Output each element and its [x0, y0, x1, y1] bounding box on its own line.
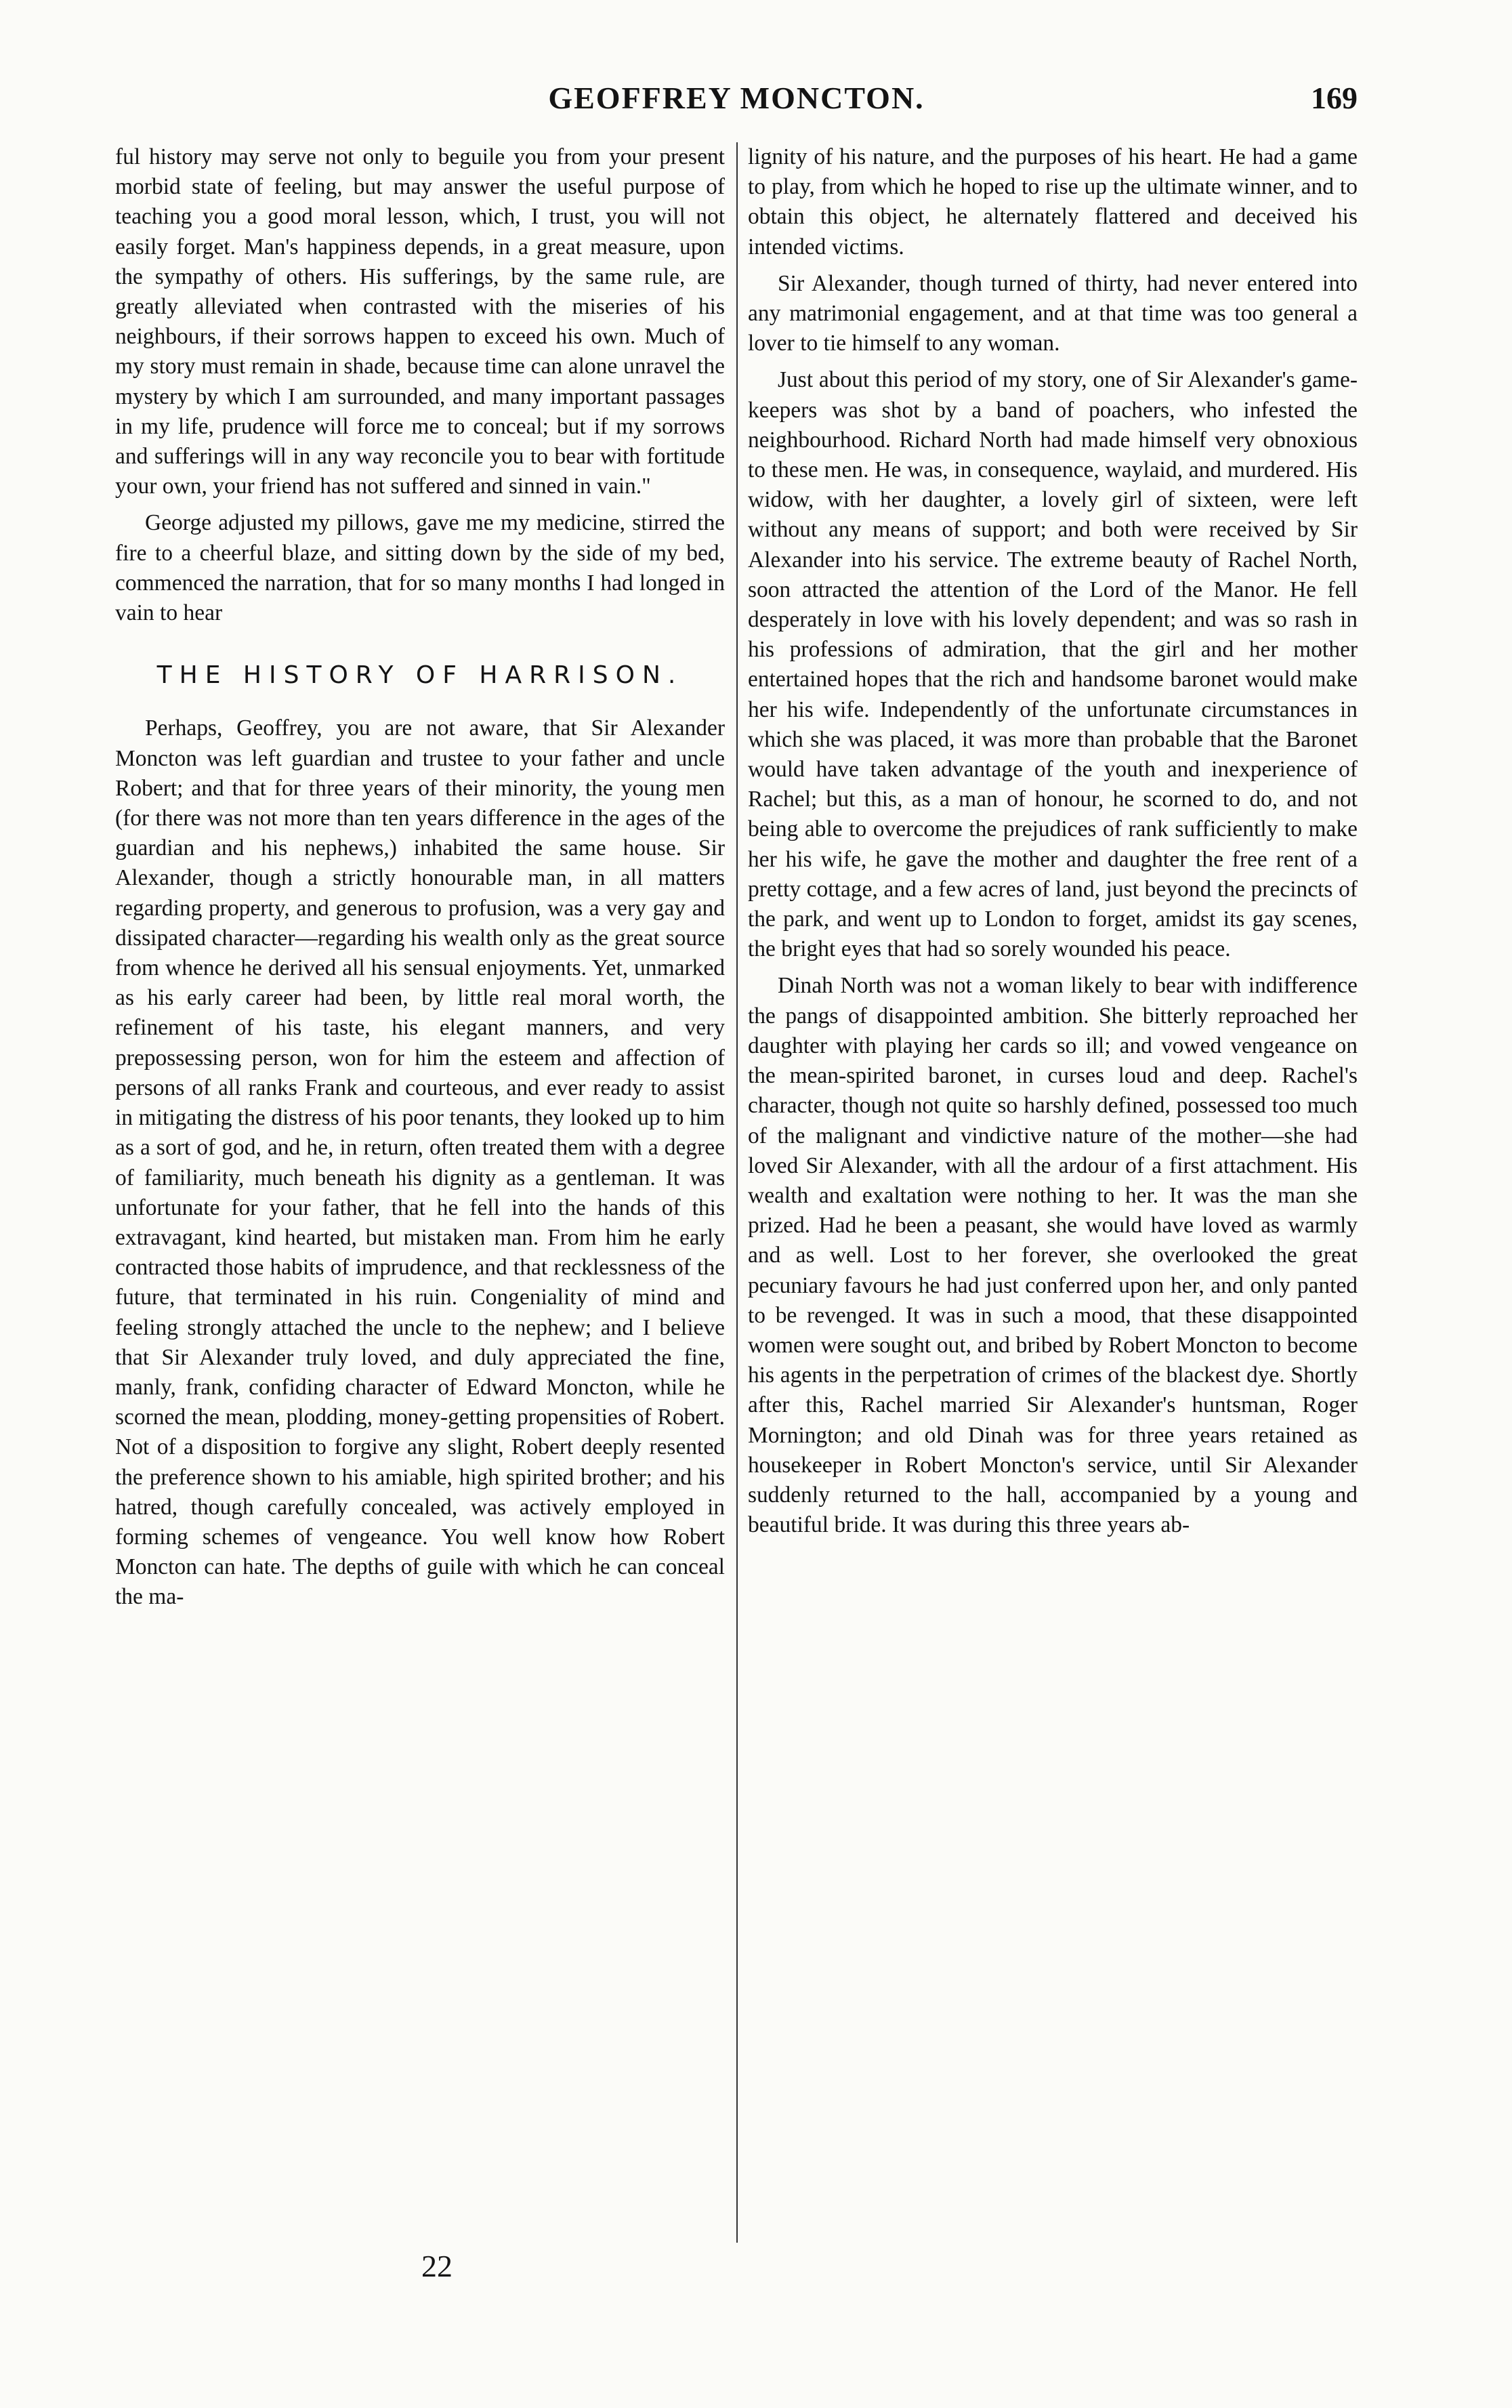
right-column [748, 142, 1358, 2243]
right-paragraph-2: Sir Alexander, though turned of thirty, had never entered into any matrimonial engagement, and at that time was too general a lover to tie himself to any woman. [748, 270, 1358, 356]
running-title: GEOFFREY MONCTON. [548, 81, 925, 115]
page-number: 169 [1311, 81, 1358, 115]
signature-mark: 22 [421, 2249, 453, 2283]
right-paragraph-1: lignity of his nature, and the purposes of his heart. He had a game to play, from which he hoped to rise up the ultimate winner, and to obtain this object, he alternately flattered and deceived his intended victims. [748, 144, 1358, 260]
left-paragraph-1: ful history may serve not only to beguile you from your present morbid state of feeling, but may answer the useful purpose of teaching you a good moral lesson, which, I trust, you will not easily forget. Man's happiness depends, in a great measure, upon the sympathy of others. His sufferings, by the same rule, are greatly alleviated when contrasted with the miseries of his neighbours, if their sorrows happen to exceed his own. Much of my story must remain in shade, because time can alone unravel the mystery by which I am surrounded, and many important passages in my life, prudence will force me to conceal; but if my sorrows and sufferings will in any way reconcile you to bear with fortitude your own, your friend has not suffered and sinned in vain." [115, 144, 725, 499]
right-paragraph-3: Just about this period of my story, one of Sir Alexander's game-keepers was shot by a band of poachers, who infested the neighbourhood. Richard North had made himself very obnoxious to these men. He was, in consequence, waylaid, and murdered. His widow, with her daughter, a lovely girl of sixteen, were left without any means of support; and both were received by Sir Alexander into his service. The extreme beauty of Rachel North, soon attracted the attention of the Lord of the Manor. He fell desperately in love with his lovely dependent; and was so rash in his professions of admiration, that the girl and her mother entertained hopes that the rich and handsome baronet would make her his wife. Independently of the unfortunate circumstances in which she was placed, it was more than probable that the Baronet would have taken advantage of the youth and inexperience of Rachel; but this, as a man of honour, he scorned to do, and not being able to overcome the prejudices of rank sufficiently to make her his wife, he gave the mother and daughter the free rent of a pretty cottage, and a few acres of land, just beyond the precincts of the park, and went up to London to forget, amidst its gay scenes, the bright eyes that had so sorely wounded his peace. [748, 367, 1358, 962]
left-paragraph-2: George adjusted my pillows, gave me my medicine, stirred the fire to a cheerful blaze, and sitting down by the side of my bed, commenced the narration, that for so many months I had longed in vain to hear [115, 510, 725, 626]
text-columns [115, 142, 1358, 2243]
section-heading: THE HISTORY OF HARRISON. [156, 661, 684, 690]
page-header [115, 80, 1358, 134]
left-paragraph-3: Perhaps, Geoffrey, you are not aware, that Sir Alexander Moncton was left guardian and trustee to your father and uncle Robert; and that for three years of their minority, the young men (for there was not more than ten years difference in the ages of the guardian and his nephews,) inhabited the same house. Sir Alexander, though a strictly honourable man, in all matters regarding property, and generous to profusion, was a very gay and dissipated character—regarding his wealth only as the great source from whence he derived all his sensual enjoyments. Yet, unmarked as his early career had been, by little real moral worth, the refinement of his taste, his elegant manners, and very prepossessing person, won for him the esteem and affection of persons of all ranks Frank and courteous, and ever ready to assist in mitigating the distress of his poor tenants, they looked up to him as a sort of god, and he, in return, often treated them with a degree of familiarity, much beneath his dignity as a gentleman. It was unfortunate for your father, that he fell into the hands of this extravagant, kind hearted, but mistaken man. From him he early contracted those habits of imprudence, and that recklessness of the future, that terminated in his ruin. Congeniality of mind and feeling strongly attached the uncle to the nephew; and I believe that Sir Alexander truly loved, and duly appreciated the fine, manly, frank, confiding character of Edward Moncton, while he scorned the mean, plodding, money-getting propensities of Robert. Not of a disposition to forgive any slight, Robert deeply resented the preference shown to his amiable, high spirited brother; and his hatred, though carefully concealed, was actively employed in forming schemes of vengeance. You well know how Robert Moncton can hate. The depths of guile with which he can conceal the ma- [115, 715, 725, 1610]
left-column [115, 142, 725, 2243]
column-divider [736, 142, 738, 2243]
right-paragraph-4: Dinah North was not a woman likely to bear with indifference the pangs of disappointed ambition. She bitterly reproached her daughter with playing her cards so ill; and vowed vengeance on the mean-spirited baronet, in curses loud and deep. Rachel's character, though not quite so harshly defined, possessed too much of the malignant and vindictive nature of the mother—she had loved Sir Alexander, with all the ardour of a first attachment. His wealth and exaltation were nothing to her. It was the man she prized. Had he been a peasant, she would have loved as warmly and as well. Lost to her forever, she overlooked the great pecuniary favours he had just conferred upon her, and only panted to be revenged. It was in such a mood, that these disappointed women were sought out, and bribed by Robert Moncton to become his agents in the perpetration of crimes of the blackest dye. Shortly after this, Rachel married Sir Alexander's huntsman, Roger Mornington; and old Dinah was for three years retained as housekeeper in Robert Moncton's service, until Sir Alexander suddenly returned to the hall, accompanied by a young and beautiful bride. It was during this three years ab- [748, 973, 1358, 1538]
